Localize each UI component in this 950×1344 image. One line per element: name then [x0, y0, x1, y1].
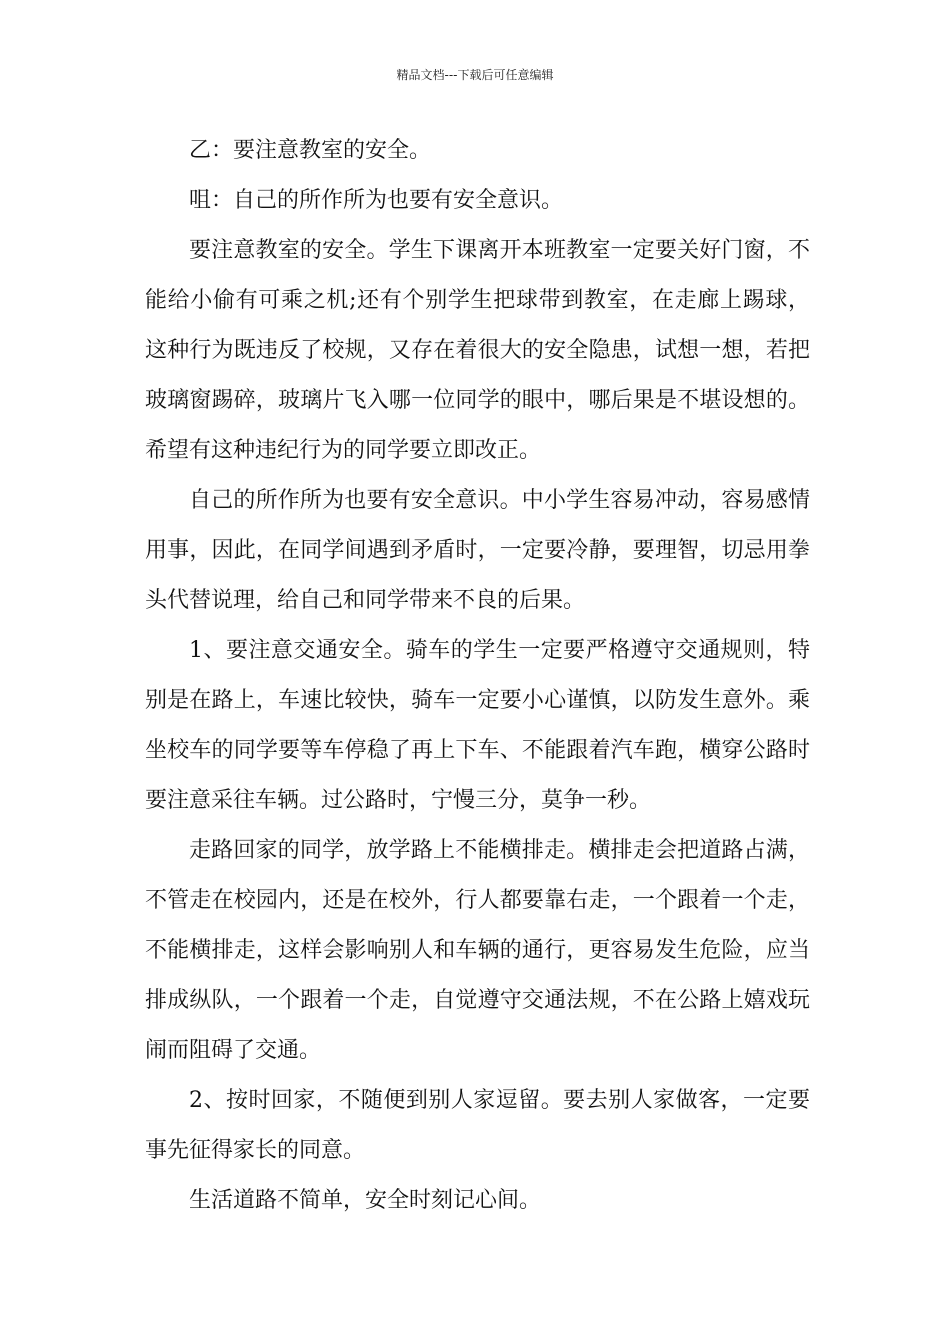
- paragraph-2: 咀：自己的所作所为也要有安全意识。: [189, 188, 564, 213]
- paragraph-5: 1、要注意交通安全。骑车的学生一定要严格遵守交通规则，特别是在路上，车速比较快，骑车一定要小心谨慎，以防发生意外。乘坐校车的同学要等车停稳了再上下车、不能跟着汽车跑，横穿公路时要注意采往车辆。过公路时，宁慢三分，莫争一秒。: [145, 638, 810, 813]
- paragraph-7: 2、按时回家，不随便到别人家逗留。要去别人家做客，一定要事先征得家长的同意。: [145, 1088, 810, 1163]
- paragraph-3: 要注意教室的安全。学生下课离开本班教室一定要关好门窗，不能给小偷有可乘之机;还有个别学生把球带到教室，在走廊上踢球，这种行为既违反了校规，又存在着很大的安全隐患，试想一想，若把玻璃窗踢碎，玻璃片飞入哪一位同学的眼中，哪后果是不堪设想的。希望有这种违纪行为的同学要立即改正。: [145, 238, 810, 463]
- paragraph-4: 自己的所作所为也要有安全意识。中小学生容易冲动，容易感情用事，因此，在同学间遇到矛盾时，一定要冷静，要理智，切忌用拳头代替说理，给自己和同学带来不良的后果。: [145, 488, 810, 613]
- document-body: [145, 126, 810, 1226]
- paragraph-1: 乙：要注意教室的安全。: [189, 138, 432, 163]
- page-header: 精品文档---下载后可任意编辑: [396, 68, 554, 82]
- paragraph-8: 生活道路不简单，安全时刻记心间。: [189, 1188, 542, 1213]
- paragraph-6: 走路回家的同学，放学路上不能横排走。横排走会把道路占满，不管走在校园内，还是在校外，行人都要靠右走，一个跟着一个走，不能横排走，这样会影响别人和车辆的通行，更容易发生危险，应当排成纵队，一个跟着一个走，自觉遵守交通法规，不在公路上嬉戏玩闹而阻碍了交通。: [145, 838, 810, 1063]
